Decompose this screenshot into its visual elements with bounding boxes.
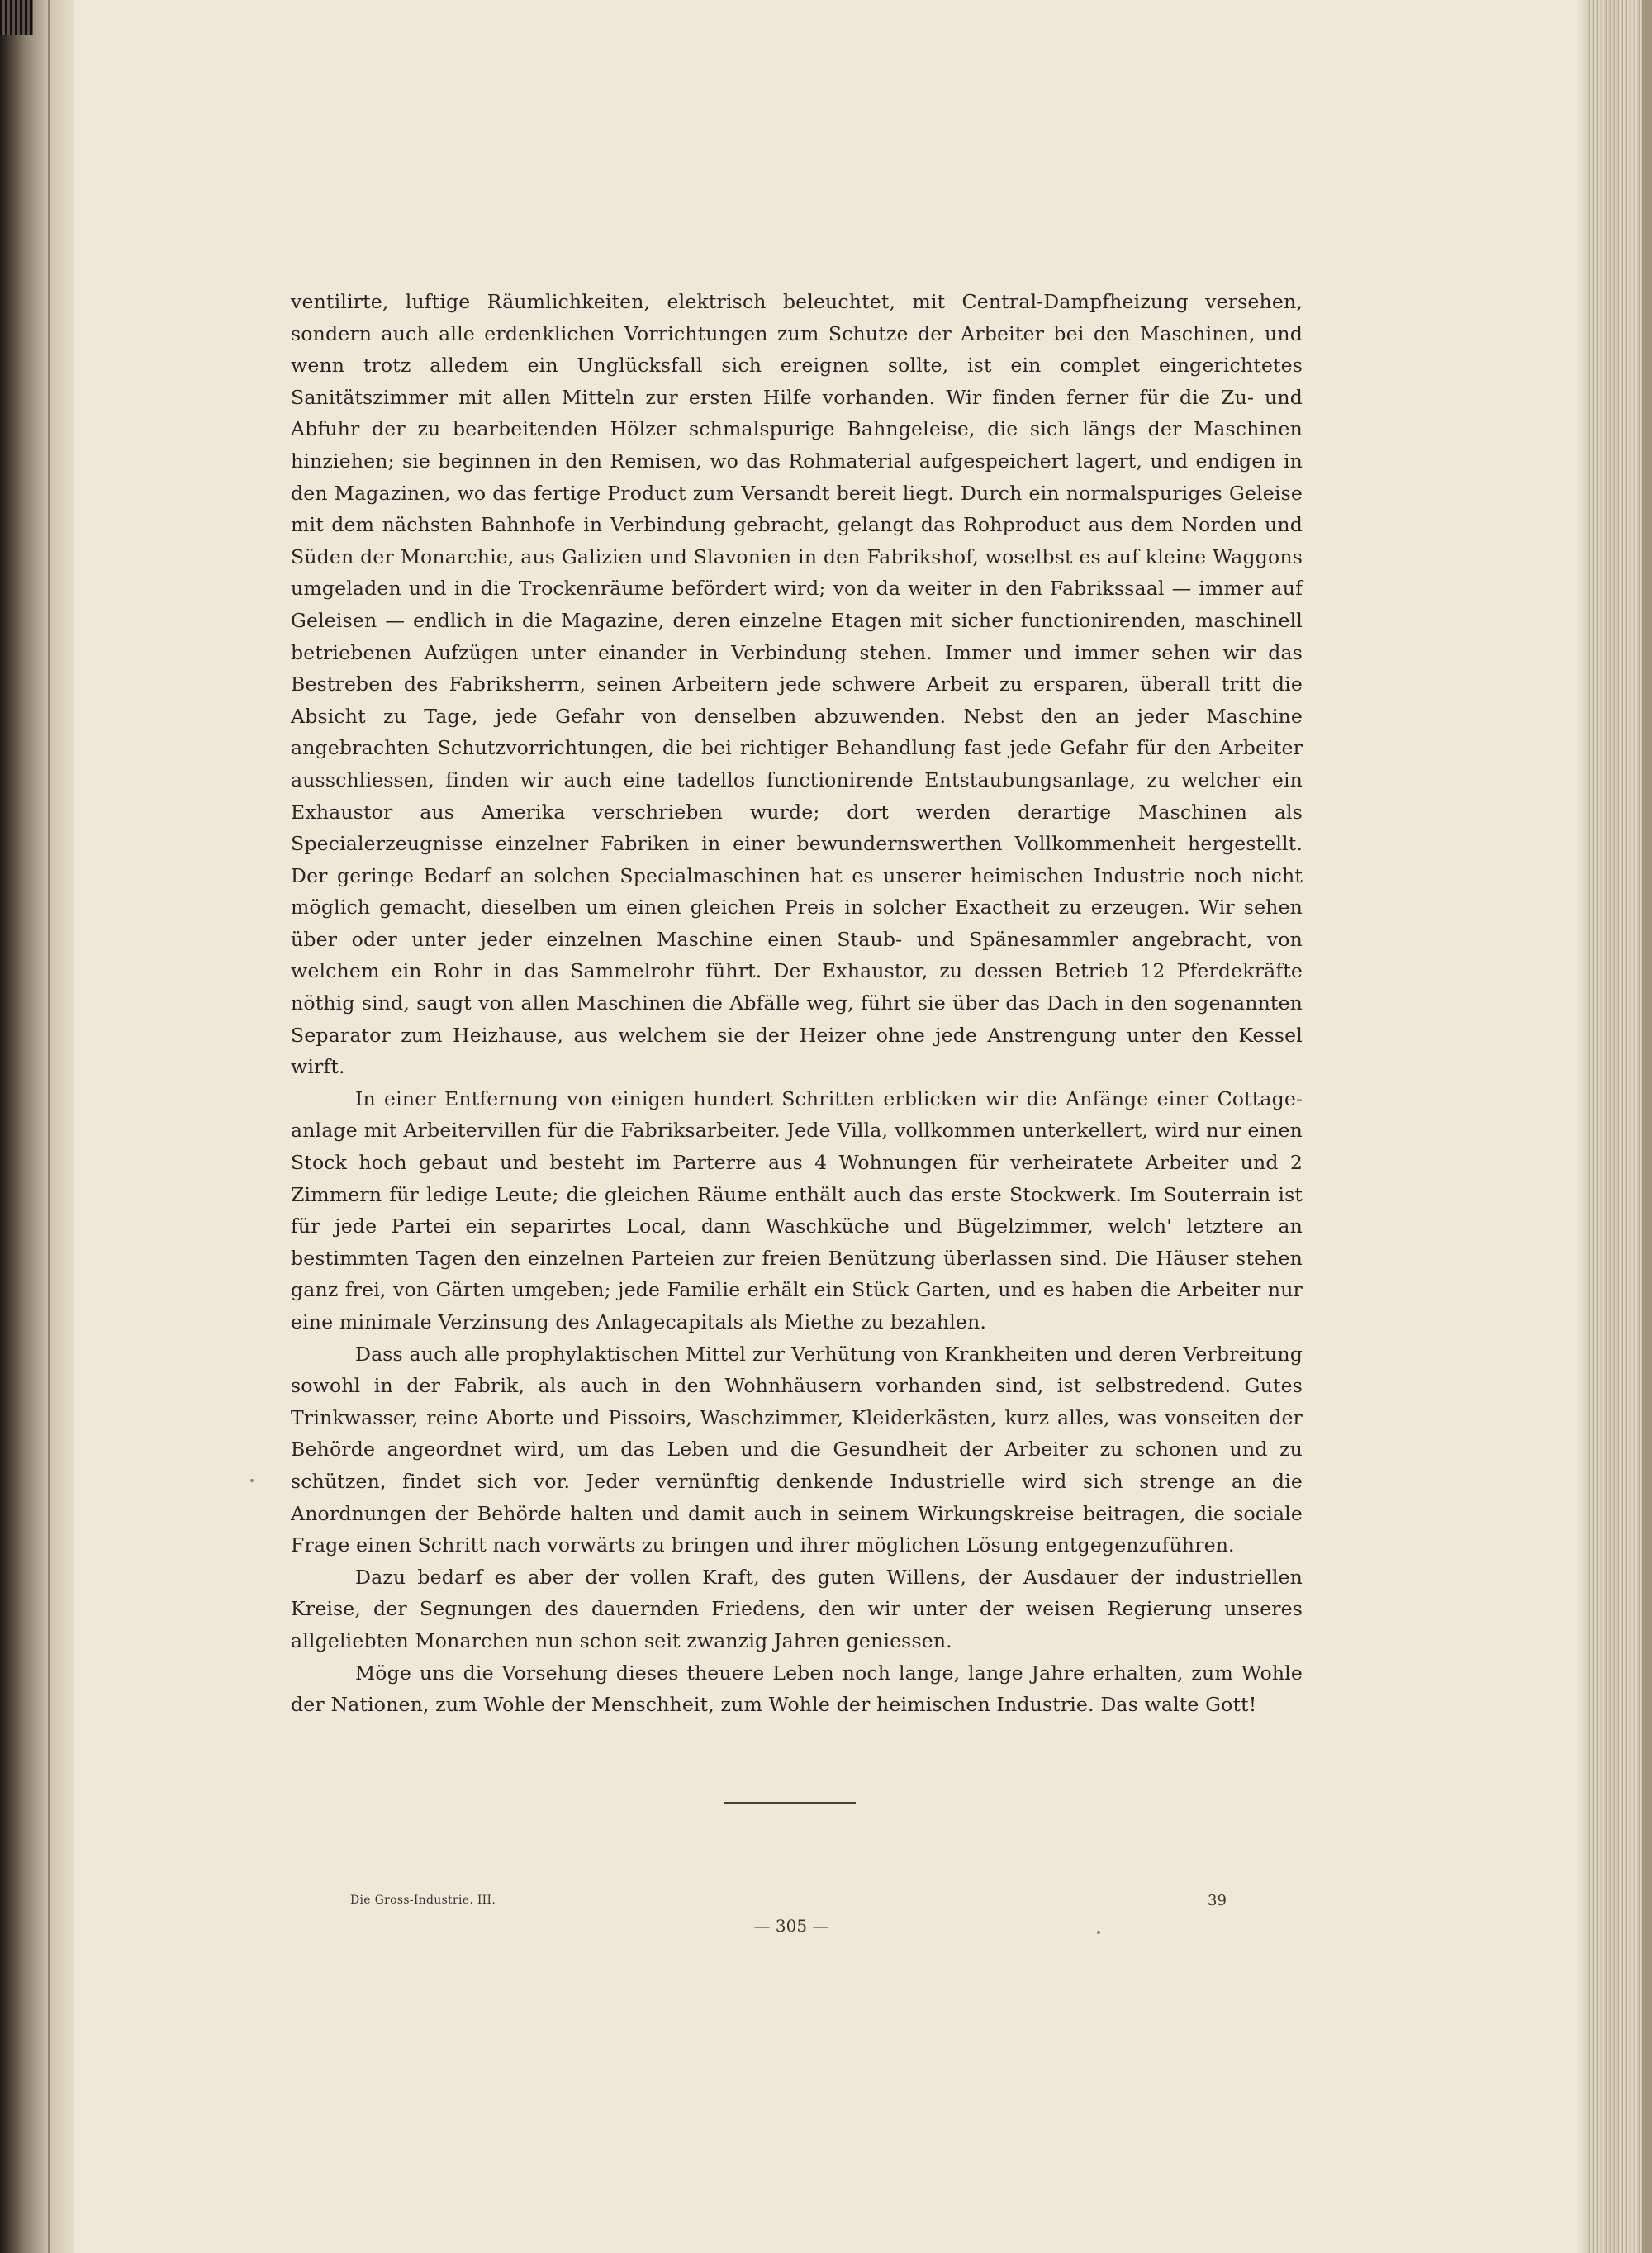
paragraph-2: In einer Entfernung von einigen hundert Schritten erblicken wir die Anfänge einer Cottageanlage mit Arbeitervillen für die Fabriksarbeiter. Jede Villa, vollkommen unterkellert, wird nur einen Stock hoch gebaut und besteht im Parterre aus 4 Wohnungen für verheiratete Arbeiter und 2 Zimmern für ledige Leute; die gleichen Räume enthält auch das erste Stockwerk. Im Souterrain ist für jede Partei ein separirtes Local, dann Waschküche und Bügelzimmer, welch' letztere an bestimmten Tagen den einzelnen Parteien zur freien Benützung überlassen sind. Die Häuser stehen ganz frei, von Gärten umgeben; jede Familie erhält ein Stück Garten, und es haben die Arbeiter nur eine minimale Verzinsung des Anlagecapitals als Miethe zu bezahlen. (291, 1086, 1303, 1333)
paper-speck (250, 1479, 254, 1482)
page-block-tail (1642, 0, 1652, 2253)
body-text (291, 286, 1303, 1721)
paragraph-4: Dazu bedarf es aber der vollen Kraft, des guten Willens, der Ausdauer der industriellen Kreise, der Segnungen des dauernden Friedens, den wir unter der weisen Regierung unseres allgeliebten Monarchen nun schon seit zwanzig Jahren geniessen. (291, 1565, 1303, 1652)
binding-notch (0, 0, 33, 35)
paragraph-3: Dass auch alle prophylaktischen Mittel zur Verhütung von Krankheiten und deren Verbreitung sowohl in der Fabrik, als auch in den Wohnhäusern vorhanden sind, ist selbstredend. Gutes Trinkwasser, reine Aborte und Pissoirs, Waschzimmer, Kleiderkästen, kurz alles, was vonseiten der Behörde angeordnet wird, um das Leben und die Gesundheit der Arbeiter zu schonen und zu schützen, findet sich vor. Jeder vernünftig denkende Industrielle wird sich strenge an die Anordnungen der Behörde halten und damit auch in seinem Wirkungskreise beitragen, die sociale Frage einen Schritt nach vorwärts zu bringen und ihrer möglichen Lösung entgegenzuführen. (291, 1342, 1303, 1557)
paper-speck (1097, 1931, 1100, 1934)
paragraph-5: Möge uns die Vorsehung dieses theuere Leben noch lange, lange Jahre erhalten, zum Wohle der Nationen, zum Wohle der Menschheit, zum Wohle der heimischen Industrie. Das walte Gott! (291, 1661, 1303, 1717)
book-binding (0, 0, 74, 2253)
sheet-number: 39 (1208, 1892, 1227, 1909)
paragraph-1: ventilirte, luftige Räumlichkeiten, elektrisch beleuchtet, mit Central-Dampfheizung versehen, sondern auch alle erdenklichen Vorrichtungen zum Schutze der Arbeiter bei den Maschinen, und wenn trotz alledem ein Unglücksfall sich ereignen sollte, ist ein complet eingerichtetes Sanitätszimmer mit allen Mitteln zur ersten Hilfe vorhanden. Wir finden ferner für die Zu- und Abfuhr der zu bearbeitenden Hölzer schmalspurige Bahngeleise, die sich längs der Maschinen hinziehen; sie beginnen in den Remisen, wo das Rohmaterial aufgespeichert lagert, und endigen in den Magazinen, wo das fertige Product zum Versandt bereit liegt. Durch ein normalspuriges Geleise mit dem nächsten Bahnhofe in Verbindung gebracht, gelangt das Rohproduct aus dem Norden und Süden der Monarchie, aus Galizien und Slavonien in den Fabrikshof, woselbst es auf kleine Waggons umgeladen und in die Trockenräume befördert wird; von da weiter in den Fabrikssaal — immer auf Geleisen — endlich in die Magazine, deren einzelne Etagen mit sicher functionirenden, maschinell betriebenen Aufzügen unter einander in Verbindung stehen. Immer und immer sehen wir das Bestreben des Fabriksherrn, seinen Arbeitern jede schwere Arbeit zu ersparen, überall tritt die Absicht zu Tage, jede Gefahr von denselben abzuwenden. Nebst den an jeder Maschine angebrachten Schutzvorrichtungen, die bei richtiger Behandlung fast jede Gefahr für den Arbeiter ausschliessen, finden wir auch eine tadellos functionirende Entstaubungsanlage, zu welcher ein Exhaustor aus Amerika verschrieben wurde; dort werden derartige Maschinen als Specialerzeugnisse einzelner Fabriken in einer bewundernswerthen Vollkommenheit hergestellt. Der geringe Bedarf an solchen Specialmaschinen hat es unserer heimischen Industrie noch nicht möglich gemacht, dieselben um einen gleichen Preis in solcher Exactheit zu erzeugen. Wir sehen über oder unter jeder einzelnen Maschine einen Staub- und Spänesammler angebracht, von welchem ein Rohr in das Sammelrohr führt. Der Exhaustor, zu dessen Betrieb 12 Pferdekräfte nöthig sind, saugt von allen Maschinen die Abfälle weg, führt sie über das Dach in den sogenannten Separator zum Heizhause, aus welchem sie der Heizer ohne jede Anstrengung unter den Kessel wirft. (291, 290, 1303, 1079)
page-number: — 305 — (753, 1916, 829, 1936)
binding-edge (48, 0, 50, 2253)
closing-rule (724, 1802, 856, 1804)
footer-signature: Die Gross-Industrie. III. (350, 1894, 496, 1907)
